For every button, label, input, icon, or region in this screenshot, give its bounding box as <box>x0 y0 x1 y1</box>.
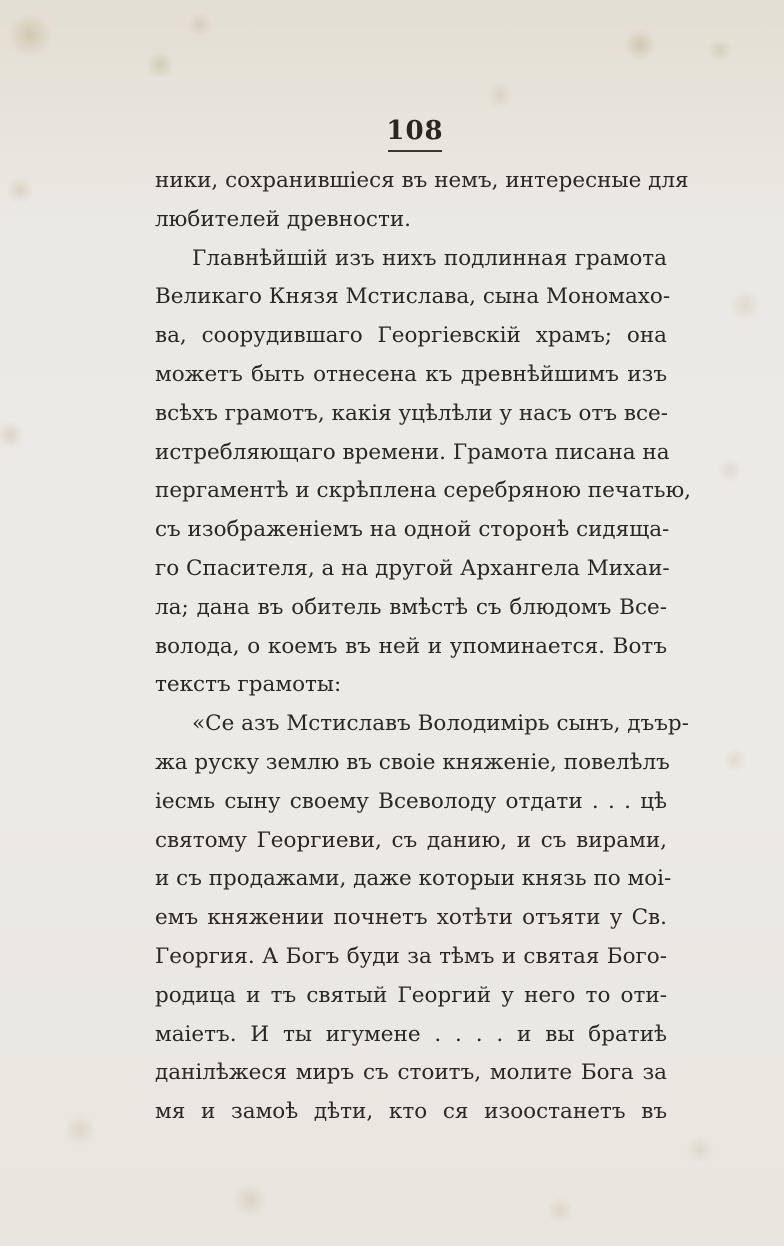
text-line: ники, сохранившіеся въ немъ, интересные для <box>155 168 689 193</box>
text-line: пергаментѣ и скрѣплена серебряною печатью, <box>155 478 692 504</box>
text-line: іесмь сыну своему Всеволоду отдати . . . цѣ <box>155 788 667 814</box>
text-line: Георгия. А Богъ буди за тѣмъ и святая Бого- <box>155 943 667 969</box>
text-line: ла; дана въ обитель вмѣстѣ съ блюдомъ Все- <box>155 594 667 620</box>
text-line: го Спасителя, а на другой Архангела Михаи- <box>155 555 670 581</box>
text-line: истребляющаго времени. Грамота писана на <box>155 439 670 465</box>
page-number: 108 <box>386 116 444 146</box>
text-line: Великаго Князя Мстислава, сына Мономахо- <box>155 284 671 310</box>
text-line: можетъ быть отнесена къ древнѣйшимъ изъ <box>155 361 667 387</box>
text-line: родица и тъ святый Георгий у него то оти- <box>155 982 667 1008</box>
text-line: ва, соорудившаго Георгіевскій храмъ; она <box>155 323 667 349</box>
text-line: «Се азъ Мстиславъ Володимірь сынъ, дъър- <box>192 711 689 737</box>
text-line: всѣхъ грамотъ, какія уцѣлѣли у насъ отъ все- <box>155 400 669 426</box>
body-text <box>155 162 692 1132</box>
text-line: емъ княжении почнетъ хотѣти отъяти у Св. <box>155 905 667 931</box>
text-line: жа руску землю въ своіе княженіе, повелѣлъ <box>155 749 670 775</box>
text-line: волода, о коемъ въ ней и упоминается. Вотъ <box>155 633 667 659</box>
text-line: Главнѣйшій изъ нихъ подлинная грамота <box>192 245 667 271</box>
page-number-rule <box>388 150 442 152</box>
text-line: съ изображеніемъ на одной сторонѣ сидяща- <box>155 517 670 543</box>
text-line: мя и замоѣ дѣти, кто ся изоостанетъ въ <box>155 1099 667 1125</box>
text-line: данілѣжеся миръ съ стоитъ, молите Бога за <box>155 1060 667 1086</box>
text-line: и съ продажами, даже которыи князь по моі- <box>155 866 672 892</box>
text-line: любителей древности. <box>155 206 412 232</box>
text-line: текстъ грамоты: <box>155 672 342 698</box>
text-line: маіетъ. И ты игумене . . . . и вы братиѣ <box>155 1021 667 1047</box>
text-line: святому Георгиеви, съ данию, и съ вирами, <box>155 827 667 853</box>
